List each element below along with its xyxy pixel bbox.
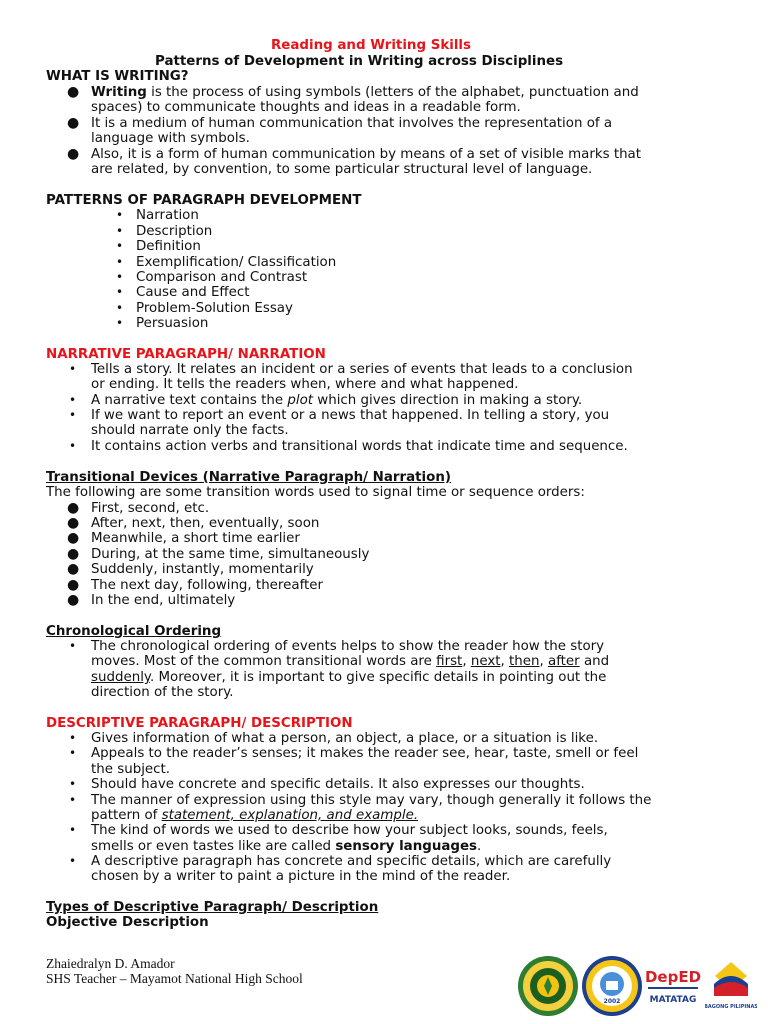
bullet-icon: • [69, 439, 77, 453]
bullet-icon: • [116, 239, 124, 253]
list-item-cont: spaces) to communicate thoughts and ideas in a readable form. [91, 100, 521, 115]
section-heading-descriptive: DESCRIPTIVE PARAGRAPH/ DESCRIPTION [46, 716, 353, 731]
footer-role: SHS Teacher – Mayamot National High School [46, 971, 303, 986]
list-item: If we want to report an event or a news that happened. In telling a story, you [91, 408, 610, 423]
bullet-icon: • [69, 854, 77, 868]
bullet-dot-icon: ● [67, 515, 80, 531]
list-item: Gives information of what a person, an object, a place, or a situation is like. [91, 731, 599, 746]
bullet-dot-icon: ● [67, 530, 80, 546]
section-heading-patterns: PATTERNS OF PARAGRAPH DEVELOPMENT [46, 193, 362, 208]
transition-item: During, at the same time, simultaneously [91, 547, 370, 562]
matatag-wordmark: MATATAG [649, 995, 697, 1005]
list-item: The manner of expression using this style may vary, though generally it follows the [91, 793, 652, 808]
bullet-icon: • [116, 208, 124, 222]
list-item-cont: smells or even tastes like are called sensory languages. [91, 839, 482, 854]
bullet-dot-icon: ● [67, 146, 80, 162]
bullet-icon: • [69, 777, 77, 791]
list-item: Should have concrete and specific details. It also expresses our thoughts. [91, 777, 585, 792]
section-heading-types: Types of Descriptive Paragraph/ Description [46, 900, 379, 915]
bullet-icon: • [69, 408, 77, 422]
list-item: Writing is the process of using symbols (letters of the alphabet, punctuation and [91, 85, 639, 100]
pattern-item: Cause and Effect [136, 285, 250, 300]
list-item-cont: suddenly. Moreover, it is important to give specific details in pointing out the [91, 670, 607, 685]
section-heading-writing: WHAT IS WRITING? [46, 69, 189, 84]
list-item-cont: are related, by convention, to some particular structural level of language. [91, 162, 593, 177]
bullet-icon: • [69, 362, 77, 376]
transition-item: In the end, ultimately [91, 593, 236, 608]
list-item: The chronological ordering of events helps to show the reader how the story [91, 639, 605, 654]
bagong-pilipinas-text: BAGONG PILIPINAS [705, 1004, 757, 1010]
list-item: Appeals to the reader’s senses; it makes the reader see, hear, taste, smell or feel [91, 746, 639, 761]
pattern-item: Definition [136, 239, 201, 254]
list-item: It is a medium of human communication that involves the representation of a [91, 116, 613, 131]
subheading-objective: Objective Description [46, 915, 209, 930]
bullet-icon: • [69, 823, 77, 837]
pattern-item: Description [136, 224, 213, 239]
transition-item: Suddenly, instantly, momentarily [91, 562, 314, 577]
list-item-cont: should narrate only the facts. [91, 423, 289, 438]
transition-item: First, second, etc. [91, 501, 210, 516]
list-item: A narrative text contains the plot which gives direction in making a story. [91, 393, 583, 408]
transition-item: After, next, then, eventually, soon [91, 516, 320, 531]
pattern-item: Problem-Solution Essay [136, 301, 293, 316]
bullet-dot-icon: ● [67, 84, 80, 100]
list-item-cont: pattern of statement, explanation, and example. [91, 808, 419, 823]
list-item-cont: direction of the story. [91, 685, 234, 700]
transition-item: Meanwhile, a short time earlier [91, 531, 300, 546]
list-item: A descriptive paragraph has concrete and specific details, which are carefully [91, 854, 612, 869]
section-heading-transitional: Transitional Devices (Narrative Paragraph/ Narration) [46, 470, 451, 485]
bullet-icon: • [116, 255, 124, 269]
transitional-intro: The following are some transition words used to signal time or sequence orders: [46, 485, 585, 500]
bullet-icon: • [69, 793, 77, 807]
list-item-cont: the subject. [91, 762, 171, 777]
section-heading-chronological: Chronological Ordering [46, 624, 222, 639]
school-seal-logo [517, 955, 579, 1017]
list-item: Also, it is a form of human communication by means of a set of visible marks that [91, 147, 642, 162]
list-item-cont: chosen by a writer to paint a picture in the mind of the reader. [91, 869, 511, 884]
seal-year: 2002 [603, 998, 621, 1005]
topic-title: Patterns of Development in Writing across Disciplines [155, 54, 564, 69]
deped-seal-logo [581, 955, 643, 1017]
footer-author: Zhaiedralyn D. Amador [46, 956, 175, 971]
pattern-item: Narration [136, 208, 199, 223]
bullet-icon: • [116, 301, 124, 315]
bullet-icon: • [116, 224, 124, 238]
list-item: The kind of words we used to describe how your subject looks, sounds, feels, [91, 823, 608, 838]
course-title: Reading and Writing Skills [271, 38, 471, 53]
transition-item: The next day, following, thereafter [91, 578, 324, 593]
deped-matatag-logo [644, 962, 702, 1012]
section-heading-narrative: NARRATIVE PARAGRAPH/ NARRATION [46, 347, 326, 362]
pattern-item: Persuasion [136, 316, 209, 331]
bullet-dot-icon: ● [67, 115, 80, 131]
pattern-item: Exemplification/ Classification [136, 255, 337, 270]
bullet-dot-icon: ● [67, 561, 80, 577]
bullet-dot-icon: ● [67, 500, 80, 516]
bullet-dot-icon: ● [67, 577, 80, 593]
list-item-cont: moves. Most of the common transitional words are first, next, then, after and [91, 654, 610, 669]
bullet-icon: • [69, 746, 77, 760]
deped-wordmark: DepED [644, 968, 702, 986]
list-item: It contains action verbs and transitional words that indicate time and sequence. [91, 439, 628, 454]
list-item-cont: language with symbols. [91, 131, 250, 146]
list-item: Tells a story. It relates an incident or a series of events that leads to a conclusion [91, 362, 633, 377]
bagong-pilipinas-logo [705, 958, 757, 1014]
bullet-icon: • [69, 393, 77, 407]
bullet-icon: • [69, 731, 77, 745]
bullet-icon: • [69, 639, 77, 653]
bullet-dot-icon: ● [67, 592, 80, 608]
bullet-icon: • [116, 285, 124, 299]
bullet-icon: • [116, 316, 124, 330]
bullet-icon: • [116, 270, 124, 284]
list-item-cont: or ending. It tells the readers when, where and what happened. [91, 377, 519, 392]
bullet-dot-icon: ● [67, 546, 80, 562]
pattern-item: Comparison and Contrast [136, 270, 308, 285]
